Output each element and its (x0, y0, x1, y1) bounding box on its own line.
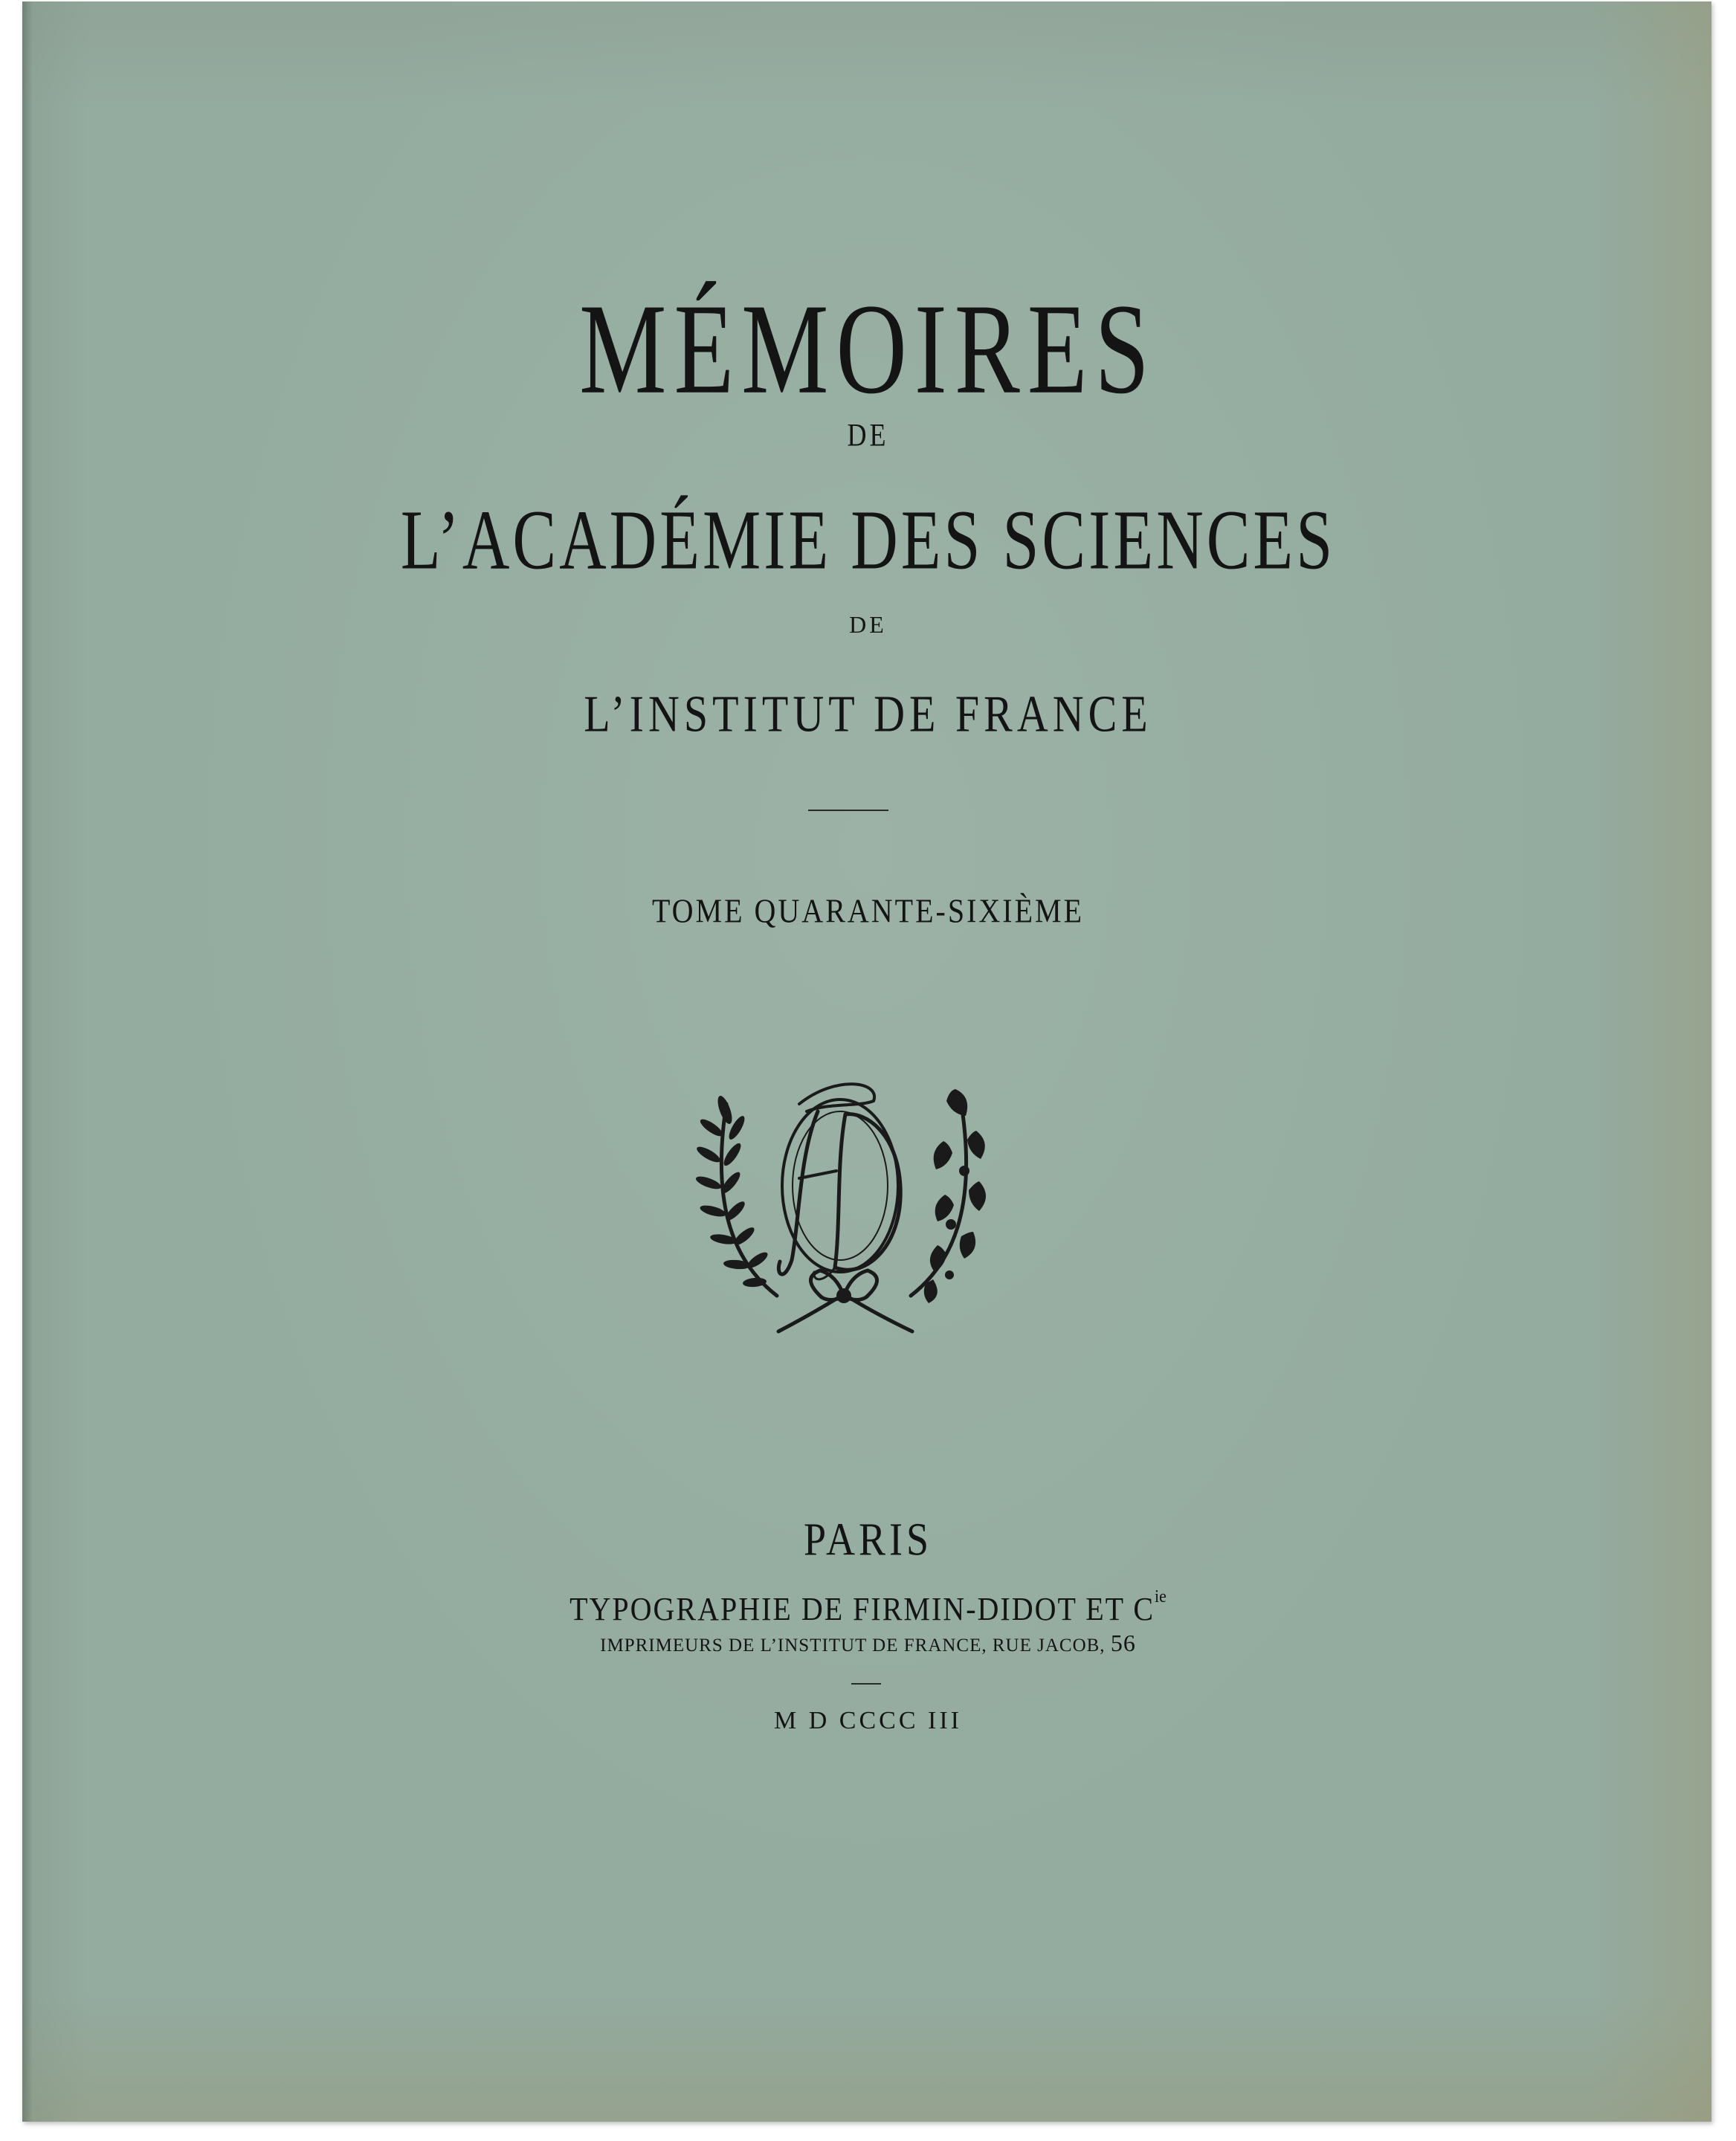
volume-label: TOME QUARANTE-SIXIÈME (651, 891, 1085, 930)
connector-de-2: DE (849, 611, 887, 638)
cover-title: MÉMOIRES (579, 276, 1157, 421)
imprint-printer (0, 1586, 1736, 1628)
address-number: 56 (1110, 1630, 1136, 1656)
connector-de-1: DE (847, 417, 889, 453)
wreath-monogram-icon (688, 1059, 1000, 1372)
printer-superscript: ie (1155, 1586, 1167, 1606)
address-text: IMPRIMEURS DE L’INSTITUT DE FRANCE, RUE JACOB, (600, 1635, 1106, 1656)
imprint-rule (851, 1683, 881, 1685)
imprint-city: PARIS (803, 1514, 933, 1566)
printer-name: TYPOGRAPHIE DE FIRMIN-DIDOT ET C (569, 1590, 1155, 1628)
academy-name: L’ACADÉMIE DES SCIENCES (400, 494, 1336, 588)
imprint-year: M D CCCC III (774, 1707, 962, 1734)
imprint-address (0, 1630, 1736, 1657)
divider-rule (808, 810, 888, 811)
institute-name: L’INSTITUT DE FRANCE (584, 685, 1152, 743)
